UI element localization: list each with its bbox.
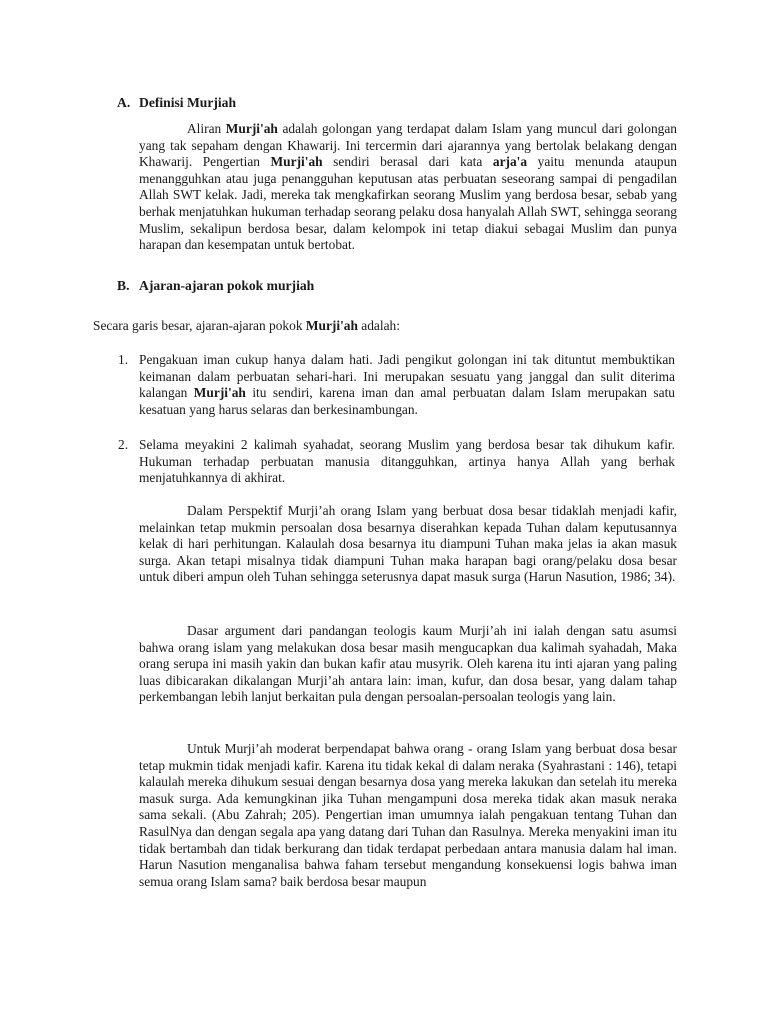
definition-paragraph [139,121,677,254]
section-a-title: Definisi Murjiah [139,95,237,110]
body-paragraph: Dalam Perspektif Murji’ah orang Islam yang berbuat dosa besar tidaklah menjadi kafir, melainkan tetap mukmin persoalan dosa besarnya diserahkan kepada Tuhan dalam keputusannya kelak di hari perhitungan. Kalaulah dosa besarnya itu diampuni Tuhan maka jelas ia akan masuk surga. Akan tetapi misalnya tidak diampuni Tuhan maka harapan bagi orang/pelaku dosa besar untuk diberi ampun oleh Tuhan sehingga seterusnya dapat masuk surga (Harun Nasution, 1986; 34). [139,503,677,585]
term-murjiah: Murji'ah [193,385,246,400]
list-item-text: Pengakuan iman cukup hanya dalam hati. Jadi pengikut golongan ini tak dituntut membuktikan keimanan dalam perbuatan sehari-hari. Ini merupakan sesuatu yang janggal dan sulit diterima kalangan Murji'ah itu sendiri, karena iman dan amal perbuatan dalam Islam merupakan satu kesatuan yang harus selaras dan berkesinambungan. [139,352,675,417]
list-item-text: Selama meyakini 2 kalimah syahadat, seorang Muslim yang berdosa besar tak dihukum kafir. Hukuman terhadap perbuatan manusia ditangguhkan, artinya hanya Allah yang berhak menjatuhkannya di akhirat. [139,437,675,485]
section-a-letter: A. [117,95,131,110]
definition-text: sendiri berasal dari kata [322,154,493,170]
term-murjiah: Murji'ah [225,121,278,136]
term-murjiah: Murji'ah [305,318,358,333]
definition-text: Aliran [187,121,226,136]
definition-text: adalah golongan yang terdapat dalam Islam yang muncul dari golongan yang tak sepaham dengan Khawarij. Ini tercermin dari ajarannya yang bertolak belakang dengan Khawarij. Pengertian [139,121,677,170]
list-number: 2. [118,437,129,452]
list-number: 1. [118,352,129,367]
teachings-intro [93,318,693,335]
section-b-letter: B. [117,278,130,293]
body-paragraph: Dasar argument dari pandangan teologis kaum Murji’ah ini ialah dengan satu asumsi bahwa orang islam yang melakukan dosa besar masih mengucapkan dua kalimah syahadah, Maka orang serupa ini masih yakin dan bukan kafir atau musyrik. Oleh karena itu inti ajaran yang paling luas dibicarakan dikalangan Murji’ah antara lain: iman, kufur, dan dosa besar, yang dalam tahap perkembangan lebih lanjut berkaitan pula dengan persoalan-persoalan teologis yang lain. [139,623,677,705]
term-murjiah: Murji'ah [270,154,323,170]
section-a-heading [117,95,236,111]
body-paragraph: Untuk Murji’ah moderat berpendapat bahwa orang - orang Islam yang berbuat dosa besar tetap mukmin tidak menjadi kafir. Karena itu tidak kekal di dalam neraka (Syahrastani : 146), tetapi kalaulah mereka dihukum sesuai dengan besarnya dosa yang mereka lakukan dan setelah itu mereka masuk surga. Ada kemungkinan jika Tuhan mengampuni dosa mereka tidak akan masuk neraka sama sekali. (Abu Zahrah; 205). Pengertian iman umumnya ialah pengakuan tentang Tuhan dan RasulNya dan dengan segala apa yang datang dari Tuhan dan Rasulnya. Mereka menyakini iman itu tidak bertambah dan tidak berkurang dan tidak terdapat perbedaan antara manusia dalam hal iman. Harun Nasution menganalisa bahwa faham tersebut mengandung konsekuensi logis bahwa iman semua orang Islam sama? baik berdosa besar maupun [139,741,677,889]
intro-text: adalah: [357,318,400,333]
intro-text: Secara garis besar, ajaran-ajaran pokok [93,318,306,333]
definition-text: yaitu menunda ataupun menangguhkan atau juga penangguhan keputusan atas perbuatan seseorang sampai di pengadilan Allah SWT kelak. Jadi, mereka tak mengkafirkan seorang Muslim yang berdosa besar, sebab yang berhak menjatuhkan hukuman terhadap seorang pelaku dosa hanyalah Allah SWT, sehingga seorang Muslim, sekalipun berdosa besar, dalam kelompok ini tetap diakui sebagai Muslim dan punya harapan dan kesempatan untuk bertobat. [139,154,677,253]
term-arjaa: arja'a [492,154,528,170]
section-b-heading [117,278,314,294]
section-b-title: Ajaran-ajaran pokok murjiah [139,278,315,293]
